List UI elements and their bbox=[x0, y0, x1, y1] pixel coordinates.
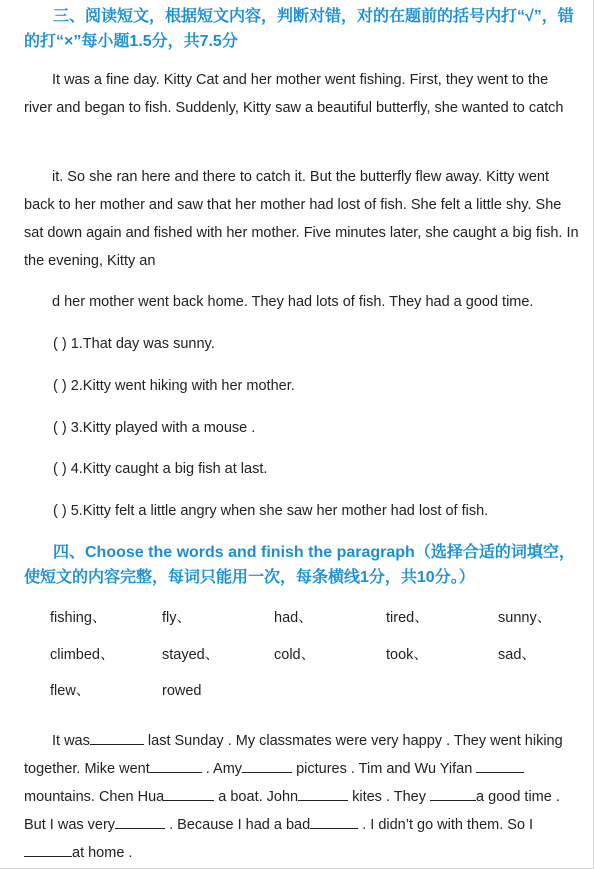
question-3: ( ) 3.Kitty played with a mouse . bbox=[53, 420, 256, 436]
answer-blank[interactable] bbox=[150, 758, 202, 773]
answer-blank[interactable] bbox=[164, 786, 214, 801]
word-option: fly、 bbox=[162, 610, 191, 626]
answer-blank[interactable] bbox=[115, 814, 165, 829]
word-option: sunny、 bbox=[498, 610, 552, 626]
word-option: tired、 bbox=[386, 610, 429, 626]
word-option: had、 bbox=[274, 610, 313, 626]
answer-blank[interactable] bbox=[298, 786, 348, 801]
question-5: ( ) 5.Kitty felt a little angry when she saw her mother had lost of fish. bbox=[53, 503, 489, 519]
question-2: ( ) 2.Kitty went hiking with her mother. bbox=[53, 378, 295, 394]
question-4: ( ) 4.Kitty caught a big fish at last. bbox=[53, 461, 268, 477]
question-1: ( ) 1.That day was sunny. bbox=[53, 336, 215, 352]
answer-blank[interactable] bbox=[310, 814, 358, 829]
word-option: flew、 bbox=[50, 683, 91, 699]
answer-blank[interactable] bbox=[476, 758, 524, 773]
word-option: cold、 bbox=[274, 647, 316, 663]
answer-blank[interactable] bbox=[90, 730, 144, 745]
section4-heading: 四、Choose the words and finish the paragraph（选择合适的词填空，使短文的内容完整，每词只能用一次，每条横线1分，共10分。） bbox=[24, 544, 575, 586]
word-option: sad、 bbox=[498, 647, 536, 663]
word-option: fishing、 bbox=[50, 610, 107, 626]
word-option: stayed、 bbox=[162, 647, 220, 663]
word-option: took、 bbox=[386, 647, 428, 663]
answer-blank[interactable] bbox=[430, 786, 476, 801]
word-option: rowed bbox=[162, 683, 202, 699]
passage-paragraph-1: It was a fine day. Kitty Cat and her mother went fishing. First, they went to the river and began to fish. Suddenly, Kitty saw a beautiful butterfly, she wanted to catch bbox=[24, 72, 564, 116]
word-option: climbed、 bbox=[50, 647, 115, 663]
answer-blank[interactable] bbox=[24, 842, 72, 857]
passage-paragraph-2: it. So she ran here and there to catch it. But the butterfly flew away. Kitty went back to her mother and saw that her mother had lost of fish. She felt a little shy. She sat down again and fished with her mother. Five minutes later, she caught a big fish. In the evening, Kitty an bbox=[24, 169, 579, 269]
cloze-passage: It was last Sunday . My classmates were very happy . They went hiking together. Mike went . Amy pictures . Tim and Wu Yifan mountains. Chen Hua a boat. John kites . They a good time . But I was very . Because I had a bad . I didn’t go with them. So I at home . bbox=[24, 727, 580, 867]
passage-paragraph-3: d her mother went back home. They had lots of fish. They had a good time. bbox=[52, 294, 534, 310]
section3-heading: 三、阅读短文，根据短文内容，判断对错，对的在题前的括号内打“√”，错的打“×”每小题1.5分，共7.5分 bbox=[24, 8, 574, 50]
answer-blank[interactable] bbox=[242, 758, 292, 773]
